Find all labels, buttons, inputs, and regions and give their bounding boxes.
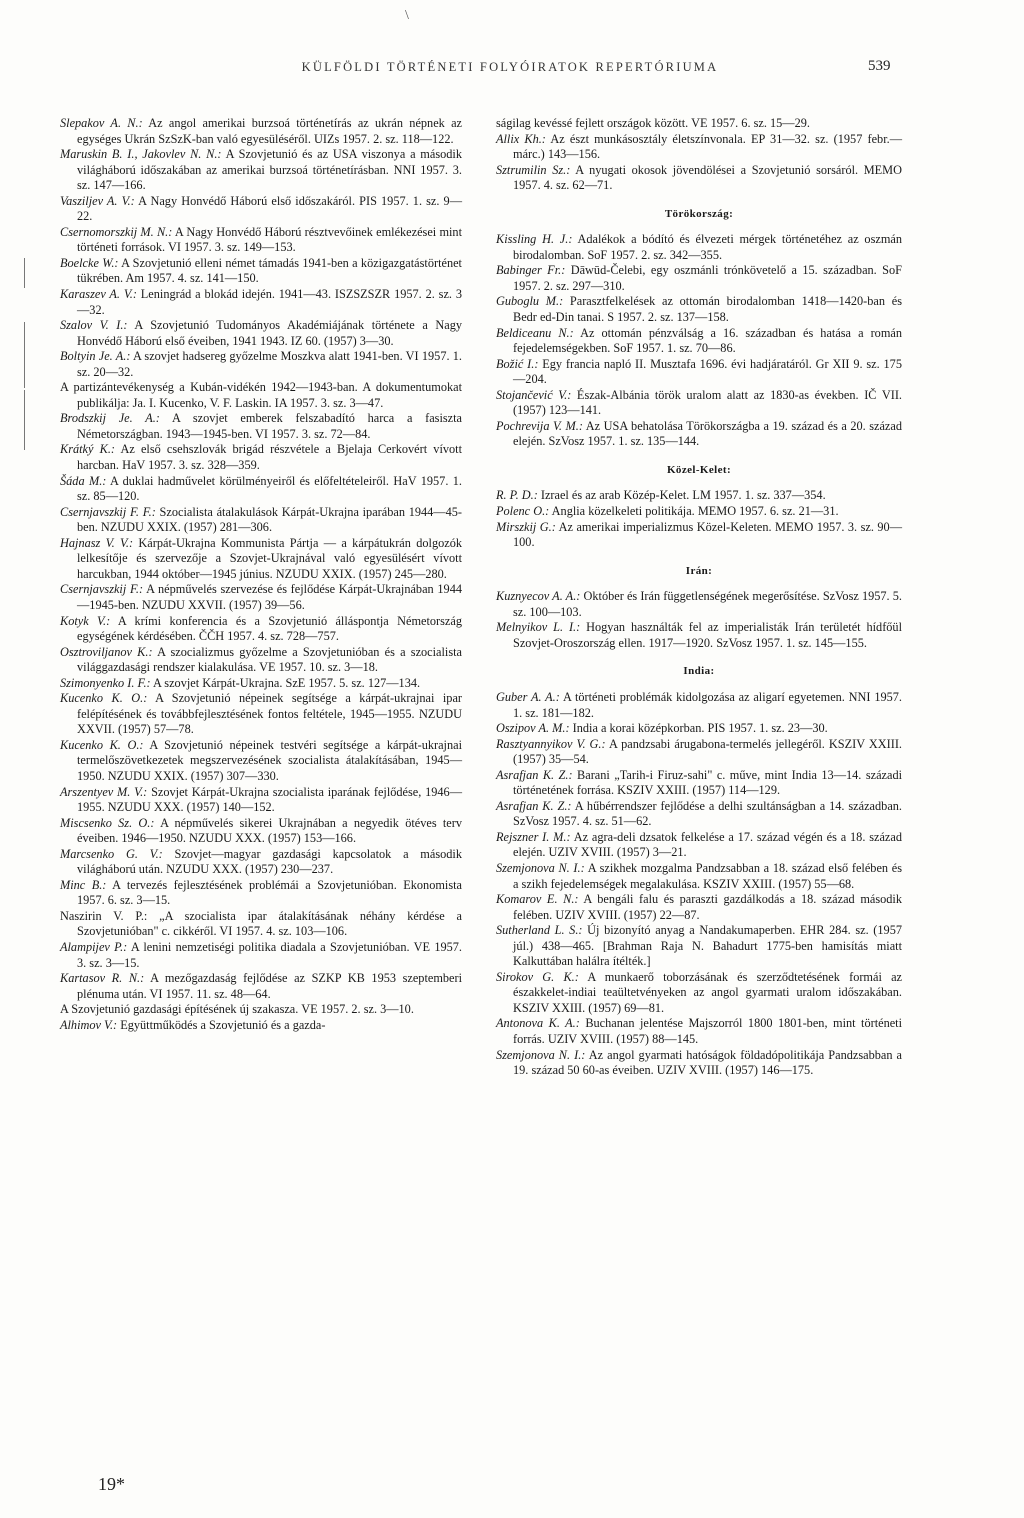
entry-text: A Nagy Honvédő Háború résztvevőinek emlékezései mint történeti források. VI 1957. 3. sz. 149—153. bbox=[77, 224, 462, 255]
entry-text: A Szovjetunió gazdasági építésének új szakasza. VE 1957. 2. sz. 3—10. bbox=[60, 1002, 414, 1017]
entry-author: Kuznyecov A. A.: bbox=[496, 589, 581, 604]
bibliography-entry bbox=[60, 411, 462, 442]
entry-text: A duklai hadművelet körülményeiről és előfeltételeiről. HaV 1957. 1. sz. 85—120. bbox=[77, 473, 462, 504]
bibliography-entry bbox=[496, 737, 902, 768]
bibliography-entry bbox=[496, 799, 902, 830]
entry-author: Marcsenko G. V.: bbox=[60, 846, 163, 861]
entry-author: Mirszkij G.: bbox=[496, 519, 556, 534]
entry-author: Polenc O.: bbox=[496, 504, 550, 519]
bibliography-entry bbox=[60, 116, 462, 147]
entry-author: Csernjavszkij F. F.: bbox=[60, 504, 156, 519]
entry-text: A történeti problémák kidolgozása az aligarí egyetemen. NNI 1957. 1. sz. 181—182. bbox=[513, 689, 902, 720]
bibliography-entry bbox=[496, 721, 902, 737]
bibliography-entry bbox=[496, 488, 902, 504]
scan-mark: \ bbox=[405, 8, 409, 23]
entry-author: Beldiceanu N.: bbox=[496, 325, 574, 340]
bibliography-entry bbox=[496, 690, 902, 721]
entry-text: Egy francia napló II. Musztafa 1696. évi hadjáratáról. Gr XII 9. sz. 175—204. bbox=[513, 356, 902, 387]
entry-text: Leningrád a blokád idején. 1941—43. ISZSZSZR 1957. 2. sz. 3—32. bbox=[77, 287, 462, 317]
entry-text: A krími konferencia és a Szovjetunió álláspontja Németország egységének kérdésében. ČČH 1957. 4. sz. 728—757. bbox=[77, 613, 462, 644]
bibliography-entry bbox=[60, 256, 462, 287]
entry-text: Az angol gyarmati hatóságok földadópolitikája Pandzsabban a 19. század 50 60-as éveiben. UZIV XVIII. (1957) 146—175. bbox=[513, 1047, 903, 1078]
entry-text: Észak-Albánia török uralom alatt az 1830-as években. IČ VII. (1957) 123—141. bbox=[513, 387, 902, 418]
entry-author: Szalov V. I.: bbox=[60, 318, 128, 333]
bibliography-entry bbox=[60, 971, 462, 1002]
entry-text: Az amerikai imperializmus Közel-Keleten. MEMO 1957. 3. sz. 90—100. bbox=[513, 519, 902, 550]
entry-text: A pandzsabi árugabona-termelés jellegéről. KSZIV XXIII. (1957) 35—54. bbox=[513, 736, 902, 767]
entry-text: India a korai középkorban. PIS 1957. 1. sz. 23—30. bbox=[569, 721, 828, 736]
section-heading: Irán: bbox=[685, 564, 713, 577]
entry-author: Kartasov R. N.: bbox=[60, 971, 145, 986]
entry-text: A tervezés fejlesztésének problémái a Szovjetunióban. Ekonomista 1957. 6. sz. 3—15. bbox=[77, 877, 462, 908]
entry-author: Vasziljev A. V.: bbox=[60, 193, 135, 208]
entry-text: Október és Irán függetlenségének megerősítése. SzVosz 1957. 5. sz. 100—103. bbox=[513, 589, 902, 619]
bibliography-entry bbox=[496, 504, 902, 520]
bibliography-entry bbox=[60, 847, 462, 878]
bibliography-entry bbox=[496, 892, 902, 923]
entry-text: Új bizonyító anyag a Nandakumaperben. EHR 284. sz. (1957 júl.) 438—465. [Brahman Raja N. Bahadurt 1775-ben hamisítás miatt Kalkuttában halálra ítélték.] bbox=[513, 923, 902, 969]
bibliography-entry bbox=[60, 505, 462, 536]
entry-text: A lenini nemzetiségi politika diadala a Szovjetunióban. VE 1957. 3. sz. 3—15. bbox=[77, 939, 462, 970]
right-column bbox=[496, 116, 902, 1079]
entry-text: A Szovjetunió és az USA viszonya a második világháború időszakában az amerikai burzsoá történetírásban. NNI 1957. 3. sz. 147—166. bbox=[77, 147, 462, 193]
entry-text: Naszirin V. P.: „A szocialista ipar átalakításának néhány kérdése a Szovjetunióban" c. cikkéről. VI 1957. 4. sz. 103—106. bbox=[60, 908, 462, 939]
bibliography-entry bbox=[496, 263, 902, 294]
entry-author: Sirokov G. K.: bbox=[496, 969, 579, 984]
entry-text: ságilag kevéssé fejlett országok között. VE 1957. 6. sz. 15—29. bbox=[496, 116, 810, 130]
entry-author: Kissling H. J.: bbox=[496, 232, 573, 247]
entry-text: A Szovjetunió elleni német támadás 1941-ben a közigazgatástörténet tükrében. Am 1957. 4. sz. 141—150. bbox=[77, 255, 462, 286]
bibliography-entry bbox=[496, 1048, 902, 1079]
bibliography-entry bbox=[60, 225, 462, 256]
bibliography-entry bbox=[496, 923, 902, 970]
entry-text: Izrael és az arab Közép-Kelet. LM 1957. 1. sz. 337—354. bbox=[537, 488, 826, 503]
entry-author: Sutherland L. S.: bbox=[496, 923, 583, 938]
entry-author: Komarov E. N.: bbox=[496, 892, 579, 907]
entry-author: Slepakov A. N.: bbox=[60, 116, 143, 130]
entry-text: Parasztfelkelések az ottomán birodalomban 1418—1420-ban és Bedr ed-Din tanai. S 1957. 2. sz. 137—158. bbox=[513, 294, 902, 325]
entry-author: Karaszev A. V.: bbox=[60, 287, 137, 302]
entry-text: Dāwūd-Čelebi, egy oszmánli trónkövetelő a 15. században. SoF 1957. 2. sz. 297—310. bbox=[513, 263, 902, 293]
bibliography-entry bbox=[60, 909, 462, 940]
entry-text: A bengáli falu és paraszti gazdálkodás a 18. század második felében. UZIV XVIII. (1957) 22—87. bbox=[513, 892, 902, 922]
margin-line bbox=[24, 322, 25, 388]
entry-author: Brodszkij Je. A.: bbox=[60, 411, 160, 426]
entry-text: Anglia közelkeleti politikája. MEMO 1957. 6. sz. 21—31. bbox=[549, 504, 839, 519]
bibliography-entry bbox=[496, 357, 902, 388]
entry-text: Az észt munkásosztály életszínvonala. EP 31—32. sz. (1957 febr.—márc.) 143—156. bbox=[513, 131, 902, 162]
entry-author: Szimonyenko I. F.: bbox=[60, 675, 151, 690]
entry-text: Barani „Tarih-i Firuz-sahi" c. műve, mint India 13—14. századi történetének forrása. KSZIV XXIII. (1957) 114—129. bbox=[513, 767, 903, 798]
bibliography-entry bbox=[60, 1002, 462, 1018]
bibliography-entry bbox=[496, 388, 902, 419]
bibliography-entry bbox=[496, 163, 902, 194]
entry-text: A Nagy Honvédő Háború első időszakáról. PIS 1957. 1. sz. 9—22. bbox=[77, 193, 462, 224]
entry-text: A népművelés szervezése és fejlődése Kárpát-Ukrajnában 1944—1945-ben. NZUDU XXVII. (1957) 39—56. bbox=[77, 582, 462, 612]
entry-author: Kucenko K. O.: bbox=[60, 737, 144, 752]
section-heading: India: bbox=[683, 665, 715, 678]
entry-author: Osztroviljanov K.: bbox=[60, 644, 153, 659]
entry-text: A munkaerő toborzásának és szerződtetésének formái az északkelet-indiai teaültetvényeken az angol gyarmati uralom időszakában. KSZIV XXIII. (1957) 69—81. bbox=[513, 969, 902, 1015]
entry-text: Kárpát-Ukrajna Kommunista Pártja — a kárpátukrán dolgozók lelkesítője és szervezője a Szovjet-Ukrajnával való egyesülésért vívott harcukban, 1944 október—1945 június. NZUDU XXIX. (1957) 245—280. bbox=[77, 535, 462, 581]
bibliography-entry bbox=[60, 318, 462, 349]
entry-text: Szocialista átalakulások Kárpát-Ukrajna iparában 1944—45-ben. NZUDU XXIX. (1957) 281—306. bbox=[77, 504, 462, 535]
entry-author: Boelcke W.: bbox=[60, 255, 119, 270]
bibliography-entry bbox=[60, 194, 462, 225]
entry-text: Az angol amerikai burzsoá történetírás az ukrán népnek az egységes Ukrán SzSzK-ban való egyesüléséről. UIZs 1957. 2. sz. 118—122. bbox=[77, 116, 462, 146]
entry-author: Guber A. A.: bbox=[496, 689, 560, 704]
entry-text: Az ottomán pénzválság a 16. században és hatása a román fejedelemségekben. SoF 1957. 1. sz. 70—86. bbox=[513, 325, 902, 356]
entry-author: Pochrevija V. M.: bbox=[496, 418, 583, 433]
entry-author: Arszentyev M. V.: bbox=[60, 784, 148, 799]
entry-author: Hajnasz V. V.: bbox=[60, 535, 134, 550]
bibliography-entry bbox=[496, 1016, 902, 1047]
entry-author: Babinger Fr.: bbox=[496, 263, 566, 278]
bibliography-entry bbox=[60, 614, 462, 645]
bibliography-entry bbox=[496, 970, 902, 1017]
entry-author: Kucenko K. O.: bbox=[60, 691, 148, 706]
bibliography-entry bbox=[60, 380, 462, 411]
bibliography-entry bbox=[496, 326, 902, 357]
running-title: KÜLFÖLDI TÖRTÉNETI FOLYÓIRATOK REPERTÓRIUMA bbox=[301, 60, 719, 74]
margin-line bbox=[24, 258, 25, 288]
entry-author: Boltyin Je. A.: bbox=[60, 349, 131, 364]
entry-text: Szovjet Kárpát-Ukrajna szocialista iparának fejlődése, 1946—1955. NZUDU XXX. (1957) 140—152. bbox=[77, 784, 462, 815]
bibliography-entry bbox=[60, 691, 462, 738]
bibliography-entry bbox=[496, 768, 902, 799]
bibliography-entry bbox=[60, 349, 462, 380]
entry-text: A szovjet hadsereg győzelme Moszkva alatt 1941-ben. VI 1957. 1. sz. 20—32. bbox=[77, 349, 462, 379]
bibliography-entry bbox=[496, 116, 902, 132]
bibliography-entry bbox=[496, 232, 902, 263]
entry-author: Kotyk V.: bbox=[60, 613, 111, 628]
bibliography-entry bbox=[60, 287, 462, 318]
entry-author: Šáda M.: bbox=[60, 473, 107, 488]
left-column bbox=[60, 116, 462, 1033]
entry-author: Allix Kh.: bbox=[496, 131, 546, 146]
entry-author: Božić I.: bbox=[496, 356, 539, 371]
bibliography-entry bbox=[496, 861, 902, 892]
entry-text: Az USA behatolása Törökországba a 19. század és a 20. század elején. SzVosz 1957. 1. sz. 135—144. bbox=[513, 418, 902, 449]
entry-author: Asrafjan K. Z.: bbox=[496, 798, 572, 813]
entry-author: Szemjonova N. I.: bbox=[496, 1047, 586, 1062]
bibliography-entry bbox=[496, 589, 902, 620]
bibliography-entry bbox=[60, 645, 462, 676]
entry-text: A népművelés sikerei Ukrajnában a negyedik ötéves terv éveiben. 1946—1950. NZUDU XXX. (1957) 153—166. bbox=[77, 815, 463, 846]
bibliography-entry bbox=[60, 536, 462, 583]
bibliography-entry bbox=[496, 520, 902, 551]
entry-text: A partizántevékenység a Kubán-vidékén 1942—1943-ban. A dokumentumokat publikálja: Ja. I. Kucenko, V. F. Laskin. IA 1957. 3. sz. 3—47. bbox=[60, 380, 462, 410]
entry-text: Az agra-deli dzsatok felkelése a 17. század végén és a 18. század elején. UZIV XVIII. (1957) 3—21. bbox=[513, 829, 902, 860]
bibliography-entry bbox=[496, 830, 902, 861]
entry-text: A Szovjetunió Tudományos Akadémiájának története a Nagy Honvédő Háború első éveiben, 1941 1943. IZ 60. (1957) 3—30. bbox=[77, 318, 462, 348]
entry-author: Alampijev P.: bbox=[60, 939, 128, 954]
entry-author: Oszipov A. M.: bbox=[496, 721, 570, 736]
margin-line bbox=[24, 390, 25, 450]
entry-text: A Szovjetunió népeinek segítsége a kárpát-ukrajnai ipar felépítésének és továbbfejlesztésének fontos feltétele, 1945—1955. NZUDU XXVII. (1957) 57—78. bbox=[77, 691, 462, 737]
entry-author: Alhimov V.: bbox=[60, 1017, 118, 1032]
entry-author: Rejszner I. M.: bbox=[496, 829, 571, 844]
entry-author: Miscsenko Sz. O.: bbox=[60, 815, 155, 830]
bibliography-entry bbox=[60, 785, 462, 816]
entry-text: Hogyan használták fel az imperialisták Irán területét hídfőül Szovjet-Oroszország ellen. 1917—1920. SzVosz 1957. 1. sz. 145—155. bbox=[513, 620, 902, 650]
entry-text: Adalékok a bódító és élvezeti mérgek történetéhez az oszmán birodalomban. SoF 1957. 2. sz. 342—355. bbox=[513, 232, 902, 262]
entry-author: Rasztyannyikov V. G.: bbox=[496, 736, 606, 751]
entry-text: Buchanan jelentése Majszorról 1800 1801-ben, mint történeti forrás. UZIV XVIII. (1957) 88—145. bbox=[513, 1016, 903, 1046]
entry-text: A szocializmus győzelme a Szovjetunióban és a szocialista világgazdasági rendszer kialakulása. VE 1957. 10. sz. 3—18. bbox=[77, 644, 462, 675]
bibliography-entry bbox=[60, 442, 462, 473]
entry-text: A szovjet Kárpát-Ukrajna. SzE 1957. 5. sz. 127—134. bbox=[150, 675, 421, 690]
entry-author: Szemjonova N. I.: bbox=[496, 860, 585, 875]
entry-text: A nyugati okosok jövendölései a Szovjetunió sorsáról. MEMO 1957. 4. sz. 62—71. bbox=[513, 162, 902, 193]
entry-author: Asrafjan K. Z.: bbox=[496, 767, 573, 782]
entry-author: Antonova K. A.: bbox=[496, 1016, 580, 1031]
bibliography-entry bbox=[496, 419, 902, 450]
entry-author: R. P. D.: bbox=[496, 488, 538, 503]
bibliography-entry bbox=[60, 940, 462, 971]
entry-author: Krátký K.: bbox=[60, 442, 115, 457]
entry-text: Az első csehszlovák brigád részvétele a Bjelaja Cerkovért vívott harcban. HaV 1957. 3. sz. 328—359. bbox=[77, 442, 462, 473]
bibliography-entry bbox=[60, 147, 462, 194]
bibliography-entry bbox=[496, 620, 902, 651]
entry-text: A Szovjetunió népeinek testvéri segítsége a kárpát-ukrajnai termelőszövetkezetek megszervezésének szocialista átalakításában, 1945—1950. NZUDU XXIX. (1957) 307—330. bbox=[77, 737, 462, 783]
page-number: 539 bbox=[868, 58, 891, 74]
bibliography-entry bbox=[496, 294, 902, 325]
bibliography-entry bbox=[60, 738, 462, 785]
section-heading: Törökország: bbox=[664, 207, 734, 220]
entry-text: A szovjet emberek felszabadító harca a fasiszta Németországban. 1943—1945-ben. VI 1957. 3. sz. 72—84. bbox=[77, 411, 462, 441]
entry-author: Minc B.: bbox=[60, 877, 107, 892]
signature-mark: 19* bbox=[98, 1474, 125, 1494]
entry-text: Együttműködés a Szovjetunió és a gazda- bbox=[117, 1017, 326, 1032]
entry-text: A hűbérrendszer fejlődése a delhi szultánságban a 14. században. SzVosz 1957. 4. sz. 51—62. bbox=[513, 798, 902, 829]
bibliography-entry bbox=[60, 474, 462, 505]
bibliography-entry bbox=[60, 676, 462, 692]
entry-text: Szovjet—magyar gazdasági kapcsolatok a második világháború után. NZUDU XXX. (1957) 230—237. bbox=[77, 846, 462, 877]
entry-author: Stojančević V.: bbox=[496, 387, 572, 402]
entry-author: Melnyikov L. I.: bbox=[496, 620, 581, 635]
section-heading: Közel-Kelet: bbox=[666, 463, 732, 476]
entry-text: A szikhek mozgalma Pandzsabban a 18. század első felében és a szikh fejedelemségek megalakulása. KSZIV XXIII. (1957) 55—68. bbox=[513, 860, 902, 891]
bibliography-entry bbox=[60, 816, 462, 847]
bibliography-entry bbox=[496, 132, 902, 163]
entry-author: Maruskin B. I., Jakovlev N. N.: bbox=[60, 147, 222, 162]
entry-author: Csernomorszkij M. N.: bbox=[60, 224, 173, 239]
entry-author: Sztrumilin Sz.: bbox=[496, 162, 571, 177]
entry-author: Guboglu M.: bbox=[496, 294, 564, 309]
entry-author: Csernjavszkij F.: bbox=[60, 582, 144, 597]
entry-text: A mezőgazdaság fejlődése az SZKP KB 1953 szeptemberi plénuma után. VI 1957. 11. sz. 48—64. bbox=[77, 971, 462, 1001]
bibliography-entry bbox=[60, 582, 462, 613]
bibliography-entry bbox=[60, 1018, 462, 1034]
bibliography-entry bbox=[60, 878, 462, 909]
